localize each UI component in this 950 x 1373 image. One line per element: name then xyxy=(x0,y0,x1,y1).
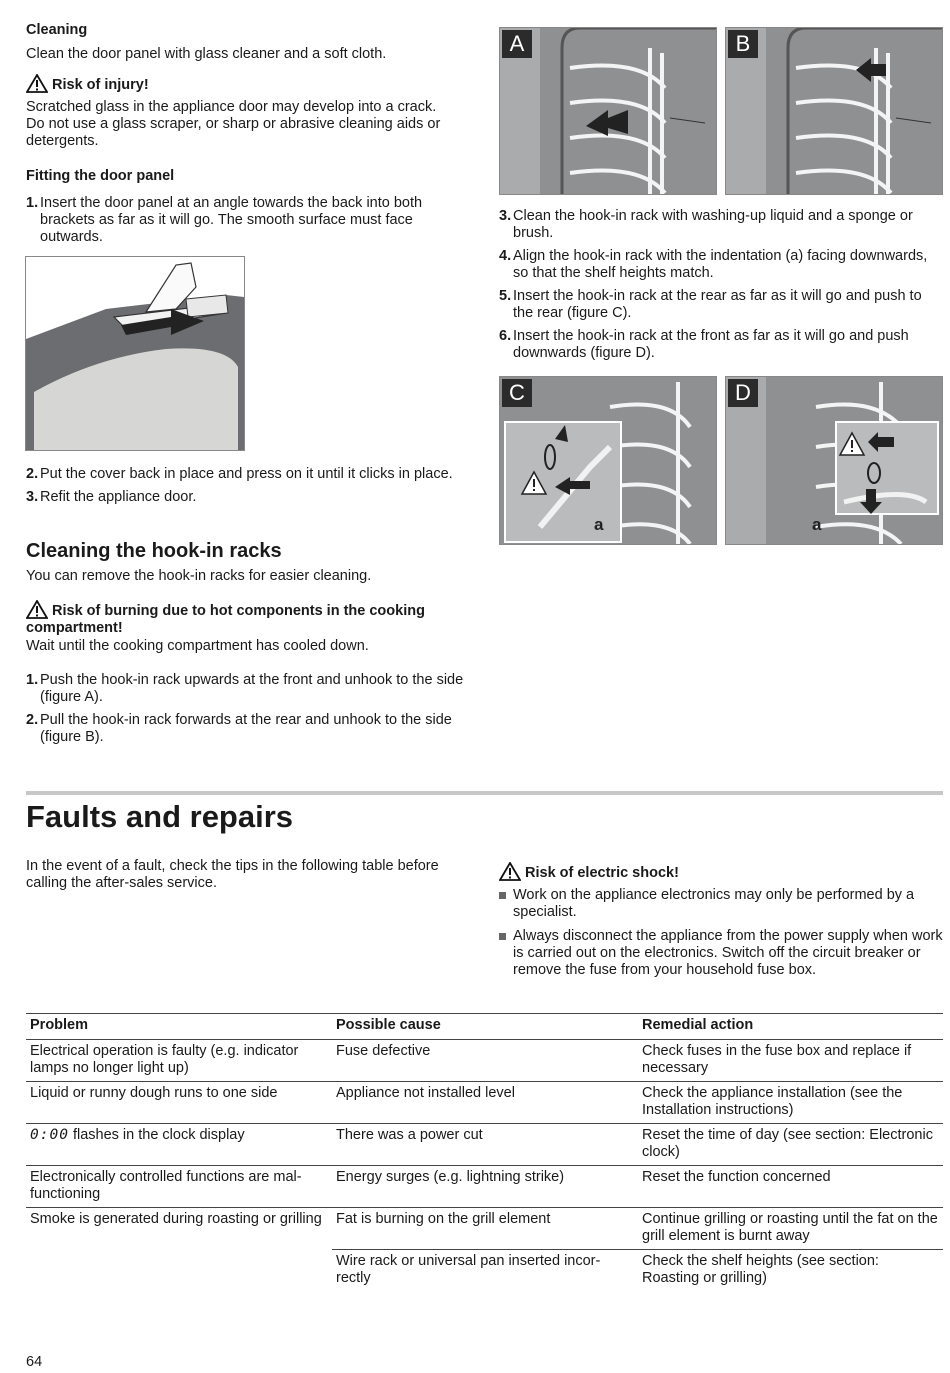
table-cell: Check the shelf heights (see section: Roasting or grilling) xyxy=(642,1253,879,1286)
injury-warning-title: Risk of injury! xyxy=(52,77,149,93)
column-header-problem: Problem xyxy=(26,1014,332,1040)
table-cell xyxy=(26,1250,332,1292)
warning-triangle-icon xyxy=(26,600,48,619)
list-item xyxy=(499,208,943,242)
injury-warning xyxy=(26,74,149,94)
table-row xyxy=(26,1166,943,1208)
table-cell: Continue grilling or roasting until the fat on the grill element is burnt away xyxy=(638,1208,943,1250)
figure-c-label: C xyxy=(502,379,532,407)
table-header-row xyxy=(26,1014,943,1040)
table-cell: Reset the time of day (see section: Electronic clock) xyxy=(638,1124,943,1166)
cleaning-heading: Cleaning xyxy=(26,22,88,38)
list-item xyxy=(499,887,943,921)
warning-triangle-icon xyxy=(499,862,521,881)
faults-heading: Faults and repairs xyxy=(26,799,294,834)
step-number: 4. xyxy=(499,248,512,264)
column-header-action: Remedial action xyxy=(638,1014,943,1040)
list-item xyxy=(26,489,471,506)
step-number: 2. xyxy=(26,466,39,482)
table-row xyxy=(26,1082,943,1124)
figure-d-indent-label: a xyxy=(812,515,822,534)
hookin-steps-left xyxy=(26,672,471,752)
table-row xyxy=(26,1124,943,1166)
table-row xyxy=(26,1208,943,1250)
step-number: 1. xyxy=(26,672,39,688)
table-cell xyxy=(26,1124,332,1166)
table-cell: Check fuses in the fuse box and replace if necessary xyxy=(638,1040,943,1082)
table-cell: Electrical operation is faulty (e.g. indicator lamps no longer light up) xyxy=(26,1040,332,1082)
list-item xyxy=(26,712,471,746)
bullet-square-icon xyxy=(499,892,506,899)
table-cell: Energy surges (e.g. lightning strike) xyxy=(332,1166,638,1208)
bullet-square-icon xyxy=(499,933,506,940)
step-number: 5. xyxy=(499,288,512,304)
figure-d xyxy=(725,376,943,545)
burn-warning xyxy=(26,600,466,637)
burn-warning-text: Wait until the cooking compartment has cooled down. xyxy=(26,638,369,654)
list-item xyxy=(499,288,943,322)
figure-c-indent-label: a xyxy=(594,515,604,534)
step-text: Insert the door panel at an angle towards the back into both brackets as far as it will go. The smooth surface must face outwards. xyxy=(40,195,423,245)
clock-display-readout: 0:00 xyxy=(30,1127,69,1143)
step-text: Push the hook-in rack upwards at the front and unhook to the side (figure A). xyxy=(40,672,464,705)
figure-c xyxy=(499,376,717,545)
injury-warning-text: Scratched glass in the appliance door may develop into a crack. Do not use a glass scraper, or sharp or abrasive cleaning aids or detergents. xyxy=(26,99,441,149)
shock-warning-title: Risk of electric shock! xyxy=(525,865,679,881)
page-number: 64 xyxy=(26,1354,43,1370)
step-text: Align the hook-in rack with the indentation (a) facing downwards, so that the shelf heights match. xyxy=(513,248,928,281)
faults-table xyxy=(26,1013,943,1291)
section-divider xyxy=(26,791,943,795)
table-cell: There was a power cut xyxy=(332,1124,638,1166)
list-item xyxy=(499,248,943,282)
figure-d-label: D xyxy=(728,379,758,407)
hookin-steps-right xyxy=(499,208,943,368)
table-cell: Electronically controlled functions are mal-functioning xyxy=(26,1166,332,1208)
step-number: 3. xyxy=(499,208,512,224)
step-number: 2. xyxy=(26,712,39,728)
step-number: 6. xyxy=(499,328,512,344)
figure-b xyxy=(725,27,943,195)
bullet-text: Always disconnect the appliance from the power supply when work is carried out on the electronics. Switch off the circuit breaker or remove the fuse from your household fuse box. xyxy=(513,928,943,978)
fitting-steps-2 xyxy=(26,466,471,512)
table-row xyxy=(26,1250,943,1292)
shock-warning-bullets xyxy=(499,887,943,986)
cleaning-text: Clean the door panel with glass cleaner and a soft cloth. xyxy=(26,46,387,62)
burn-warning-title: Risk of burning due to hot components in the cooking compartment! xyxy=(26,603,425,636)
figure-a-label: A xyxy=(502,30,532,58)
table-cell: Fuse defective xyxy=(332,1040,638,1082)
step-text: Insert the hook-in rack at the front as far as it will go and push downwards (figure D). xyxy=(513,328,909,361)
step-text: Insert the hook-in rack at the rear as far as it will go and push to the rear (figure C). xyxy=(513,288,922,321)
column-header-cause: Possible cause xyxy=(332,1014,638,1040)
table-cell: Appliance not installed level xyxy=(332,1082,638,1124)
figure-a xyxy=(499,27,717,195)
hookin-heading: Cleaning the hook-in racks xyxy=(26,540,282,562)
step-number: 3. xyxy=(26,489,39,505)
door-panel-figure xyxy=(25,256,245,451)
table-cell: Smoke is generated during roasting or grilling xyxy=(30,1211,322,1227)
bullet-text: Work on the appliance electronics may only be performed by a specialist. xyxy=(513,887,915,920)
table-cell: Fat is burning on the grill element xyxy=(332,1208,638,1250)
hookin-intro: You can remove the hook-in racks for easier cleaning. xyxy=(26,568,372,584)
step-number: 1. xyxy=(26,195,39,211)
table-cell: Check the appliance installation (see the Installation instructions) xyxy=(638,1082,943,1124)
list-item xyxy=(26,672,471,706)
clock-problem-text: flashes in the clock display xyxy=(68,1127,245,1143)
step-text: Refit the appliance door. xyxy=(40,489,197,505)
list-item xyxy=(499,928,943,979)
table-cell: Reset the function concerned xyxy=(638,1166,943,1208)
step-text: Clean the hook-in rack with washing-up liquid and a sponge or brush. xyxy=(513,208,913,241)
list-item xyxy=(26,466,471,483)
step-text: Put the cover back in place and press on it until it clicks in place. xyxy=(40,466,453,482)
fitting-steps-1 xyxy=(26,195,471,252)
fitting-heading: Fitting the door panel xyxy=(26,168,175,184)
figure-b-label: B xyxy=(728,30,758,58)
table-cell: Liquid or runny dough runs to one side xyxy=(26,1082,332,1124)
list-item xyxy=(26,195,471,246)
shock-warning xyxy=(499,862,679,882)
faults-intro: In the event of a fault, check the tips in the following table before calling the after-sales service. xyxy=(26,858,439,891)
step-text: Pull the hook-in rack forwards at the rear and unhook to the side (figure B). xyxy=(40,712,452,745)
table-row xyxy=(26,1040,943,1082)
table-cell: Wire rack or universal pan inserted incor-rectly xyxy=(336,1253,601,1286)
list-item xyxy=(499,328,943,362)
warning-triangle-icon xyxy=(26,74,48,93)
